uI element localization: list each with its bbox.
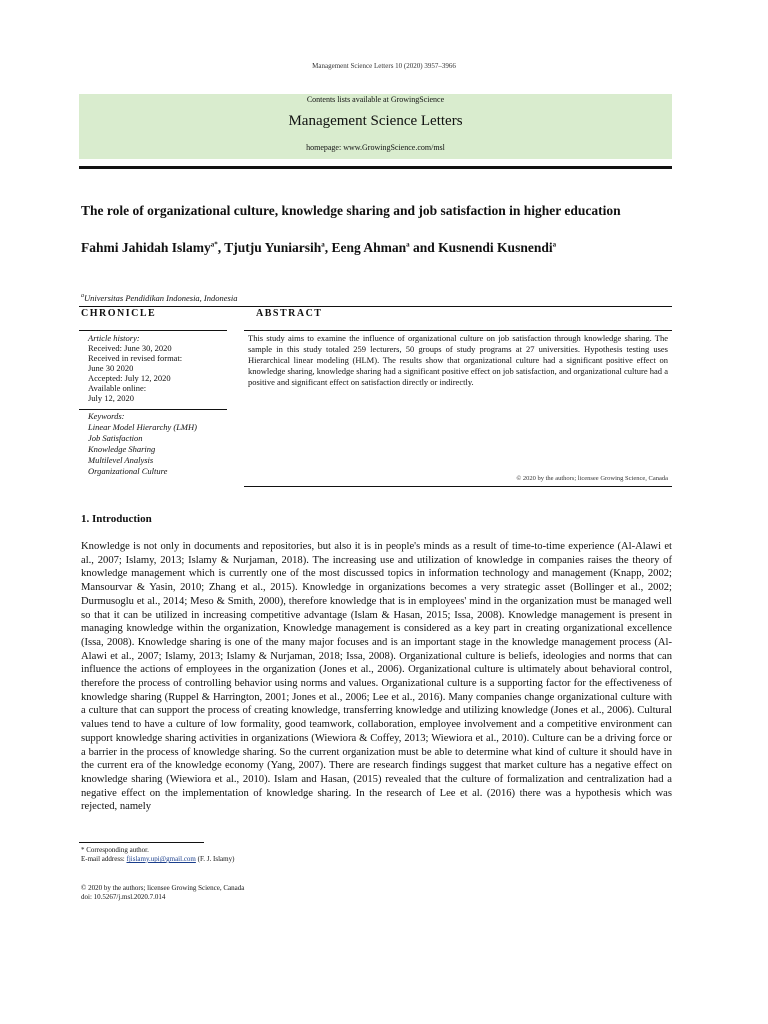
doi-line: doi: 10.5267/j.msl.2020.7.014: [81, 893, 166, 901]
abstract-text: This study aims to examine the influence of organizational culture on job satisfaction through knowledge sharing. The sample in this study totaled 259 lecturers, 50 groups of study programs at 27 universities. Hypothesis testing uses Hierarchical linear modeling (HLM). The results show that organizational culture had a significant positive effect on knowledge sharing, knowledge sharing had a significant positive effect on job satisfaction, and organizational culture had a positive and significant effect on satisfaction directly or indirectly.: [248, 333, 668, 387]
email-line: [81, 855, 234, 864]
info-top-rule: [79, 306, 672, 307]
availability-line: Contents lists available at GrowingScience: [306, 95, 445, 104]
author-separator: ,: [324, 240, 332, 255]
footnote-rule: [79, 842, 204, 843]
history-line: Accepted: July 12, 2020: [88, 373, 171, 383]
homepage-link[interactable]: homepage: www.GrowingScience.com/msl: [306, 143, 445, 152]
history-line: Received in revised format:: [88, 353, 183, 363]
journal-name: Management Science Letters: [288, 113, 463, 129]
history-line: July 12, 2020: [88, 393, 135, 403]
history-line: June 30 2020: [88, 363, 134, 373]
email-owner: (F. J. Islamy): [197, 855, 235, 863]
author-separator: ,: [217, 240, 225, 255]
author-sup: a*: [210, 240, 218, 249]
keywords-rule: [79, 409, 227, 410]
copyright-line: © 2020 by the authors; licensee Growing Science, Canada: [81, 884, 245, 892]
keyword-item: Knowledge Sharing: [88, 444, 156, 454]
email-label: E-mail address:: [81, 855, 125, 863]
header-rule: [79, 166, 672, 169]
chronicle-heading: CHRONICLE: [81, 308, 157, 319]
keywords-label: Keywords:: [88, 411, 125, 421]
corresponding-note: * Corresponding author.: [81, 846, 149, 854]
keyword-item: Multilevel Analysis: [88, 455, 154, 465]
abstract-rule: [244, 330, 672, 331]
author-name: Eeng Ahman: [331, 240, 407, 255]
running-head: Management Science Letters 10 (2020) 3957–3966: [312, 62, 456, 70]
keyword-item: Organizational Culture: [88, 466, 168, 476]
abstract-bottom-rule: [244, 486, 672, 487]
author-name: Kusnendi Kusnendi: [438, 240, 553, 255]
history-line: Received: June 30, 2020: [88, 343, 172, 353]
journal-banner: [79, 94, 672, 159]
author-separator: and: [409, 240, 439, 255]
paper-title: The role of organizational culture, knowledge sharing and job satisfaction in higher education: [81, 203, 621, 218]
keywords: [88, 411, 228, 477]
author-name: Fahmi Jahidah Islamy: [81, 240, 211, 255]
author-sup: a: [321, 240, 325, 249]
email-link[interactable]: fjislamy.upi@gmail.com: [126, 855, 196, 863]
history-line: Available online:: [88, 383, 147, 393]
author-sup: a: [406, 240, 410, 249]
affiliation: [81, 293, 237, 303]
section-heading: 1. Introduction: [81, 513, 152, 525]
chronicle-rule: [79, 330, 227, 331]
author-list: [81, 240, 681, 256]
keyword-item: Linear Model Hierarchy (LMH): [88, 422, 197, 432]
history-label: Article history:: [88, 333, 140, 343]
keyword-item: Job Satisfaction: [88, 433, 143, 443]
author-sup: a: [552, 240, 557, 249]
affiliation-text: Universitas Pendidikan Indonesia, Indonesia: [84, 293, 238, 303]
abstract-heading: ABSTRACT: [256, 308, 323, 319]
affiliation-sup: a: [81, 293, 84, 300]
body-paragraph: Knowledge is not only in documents and repositories, but also it is in people's minds as a result of time-to-time experience (Al-Alawi et al., 2007; Islamy, 2013; Islamy & Nurjaman, 2018). The increasing use and utilization of knowledge in companies raises the theory of knowledge management which is currently one of the most discussed topics in information technology and management (Knapp, 2002; Mansourvar & Yasin, 2010; Zhang et al., 2015). Knowledge in organizations becomes a very strategic asset (Bollinger et al., 2002; Durmusoglu et al., 2014; Meso & Smith, 2000), therefore knowledge that is in employees' mind in the organization must be managed well so that it can be utilized in increasing competitive advantage (Islam & Hasan, 2015; Issa, 2008). Knowledge management is present in managing knowledge within the organization, Knowledge management is considered as a key part in creating organizational excellence (Issa, 2008). Knowledge sharing is one of the many major focuses and is an important stage in the knowledge management process (Al-Alawi et al., 2007; Islamy, 2013; Islamy & Nurjaman, 2018; Issa, 2008). Organizational culture is beliefs, ideologies and norms that can influence the actions of employees in the organization (Jones et al., 2006). Organizational culture is ultimately about behavioral control, therefore the process of controlling behavior using norms and values. Organizational culture is a supporting factor for the effectiveness of knowledge sharing (Ruppel & Harrington, 2001; Jones et al., 2006; Lee et al., 2016). Many companies change organizational culture with a culture that can support the process of creating knowledge, transferring knowledge and utilizing knowledge (Jones et al., 2006). Cultural values tend to have a culture of low formality, good teamwork, collaboration, employee involvement and a competitive environment can support knowledge sharing activities in organizations (Wiewiora & Coffey, 2013; Wiewiora et al., 2010). Culture can be a driving force or a barrier in the process of knowledge sharing. So the current organization must be able to determine what kind of culture it should have in the current era of the knowledge economy (Yang, 2007). There are research findings suggest that market culture has a negative effect on knowledge sharing (Wiewiora et al., 2010). Islam and Hasan, (2015) revealed that the culture of formalization and centralization had a negative effect on the implementation of knowledge sharing. In the research of Lee et al. (2016) there was a hypothesis which was rejected, namely: [81, 541, 672, 813]
abstract-copyright: © 2020 by the authors; licensee Growing Science, Canada: [516, 475, 668, 482]
author-name: Tjutju Yuniarsih: [224, 240, 322, 255]
article-history: [88, 333, 228, 403]
